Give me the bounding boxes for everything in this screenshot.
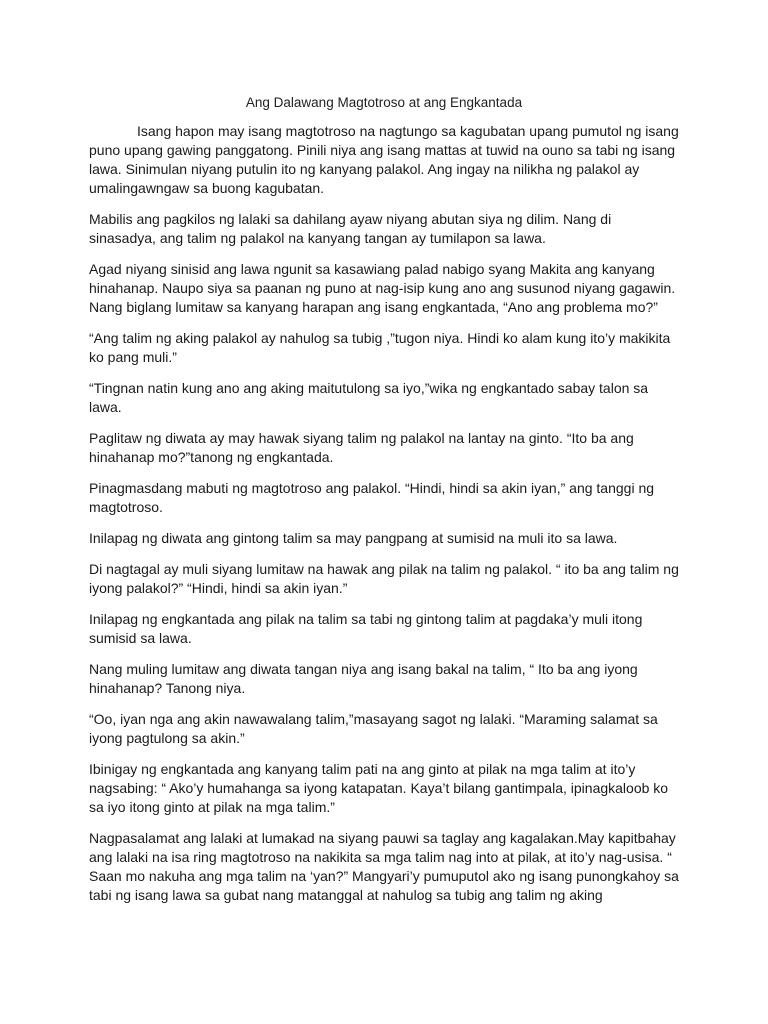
document-title: Ang Dalawang Magtotroso at ang Engkantada — [245, 95, 523, 110]
paragraph-4: “Ang talim ng aking palakol ay nahulog sa tubig ,”tugon niya. Hindi ko alam kung ito’y makikita ko pang muli.” — [89, 330, 671, 365]
paragraph-9: Di nagtagal ay muli siyang lumitaw na hawak ang pilak na talim ng palakol. “ ito ba ang talim ng iyong palakol?” “Hindi, hindi sa akin iyan.” — [89, 561, 679, 596]
paragraph-7: Pinagmasdang mabuti ng magtotroso ang palakol. “Hindi, hindi sa akin iyan,” ang tanggi ng magtotroso. — [89, 480, 655, 515]
paragraph-11: Nang muling lumitaw ang diwata tangan niya ang isang bakal na talim, “ Ito ba ang iyong hinahanap? Tanong niya. — [89, 661, 638, 696]
paragraph-13: Ibinigay ng engkantada ang kanyang talim pati na ang ginto at pilak na mga talim at ito’y nagsabing: “ Ako’y humahanga sa iyong katapatan. Kaya’t bilang gantimpala, ipinagkaloob ko sa iyo itong ginto at pilak na mga talim.” — [89, 761, 669, 815]
paragraph-10: Inilapag ng engkantada ang pilak na talim sa tabi ng gintong talim at pagdaka’y muli itong sumisid sa lawa. — [89, 611, 643, 646]
paragraph-14: Nagpasalamat ang lalaki at lumakad na siyang pauwi sa taglay ang kagalakan.May kapitbahay ang lalaki na isa ring magtotroso na nakikita sa mga talim nag into at pilak, at ito’y nag-usisa. “ Saan mo nakuha ang mga talim na ‘yan?” Mangyari’y pumuputol ako ng isang punongkahoy sa tabi ng isang lawa sa gubat nang matanggal at nahulog sa tubig ang talim ng aking — [89, 830, 679, 903]
paragraph-2: Mabilis ang pagkilos ng lalaki sa dahilang ayaw niyang abutan siya ng dilim. Nang di sinasadya, ang talim ng palakol na kanyang tangan ay tumilapon sa lawa. — [89, 211, 612, 246]
paragraph-8: Inilapag ng diwata ang gintong talim sa may pangpang at sumisid na muli ito sa lawa. — [89, 530, 618, 546]
paragraph-6: Paglitaw ng diwata ay may hawak siyang talim ng palakol na lantay na ginto. “Ito ba ang hinahanap mo?”tanong ng engkantada. — [89, 430, 634, 465]
paragraph-12: “Oo, iyan nga ang akin nawawalang talim,”masayang sagot ng lalaki. “Maraming salamat sa iyong pagtulong sa akin.” — [89, 711, 658, 746]
paragraph-3: Agad niyang sinisid ang lawa ngunit sa kasawiang palad nabigo syang Makita ang kanyang hinahanap. Naupo siya sa paanan ng puno at nag-isip kung ano ang susunod niyang gagawin. Nang biglang lumitaw sa kanyang harapan ang isang engkantada, “Ano ang problema mo?” — [89, 261, 676, 315]
paragraph-1: Isang hapon may isang magtotroso na nagtungo sa kagubatan upang pumutol ng isang puno upang gawing panggatong. Pinili niya ang isang mattas at tuwid na ouno sa tabi ng isang lawa. Sinimulan niyang putulin ito ng kanyang palakol. Ang ingay na nilikha ng palakol ay umalingawngaw sa buong kagubatan. — [89, 123, 679, 196]
paragraph-5: “Tingnan natin kung ano ang aking maitutulong sa iyo,”wika ng engkantado sabay talon sa lawa. — [89, 380, 649, 415]
story-body — [89, 122, 679, 917]
